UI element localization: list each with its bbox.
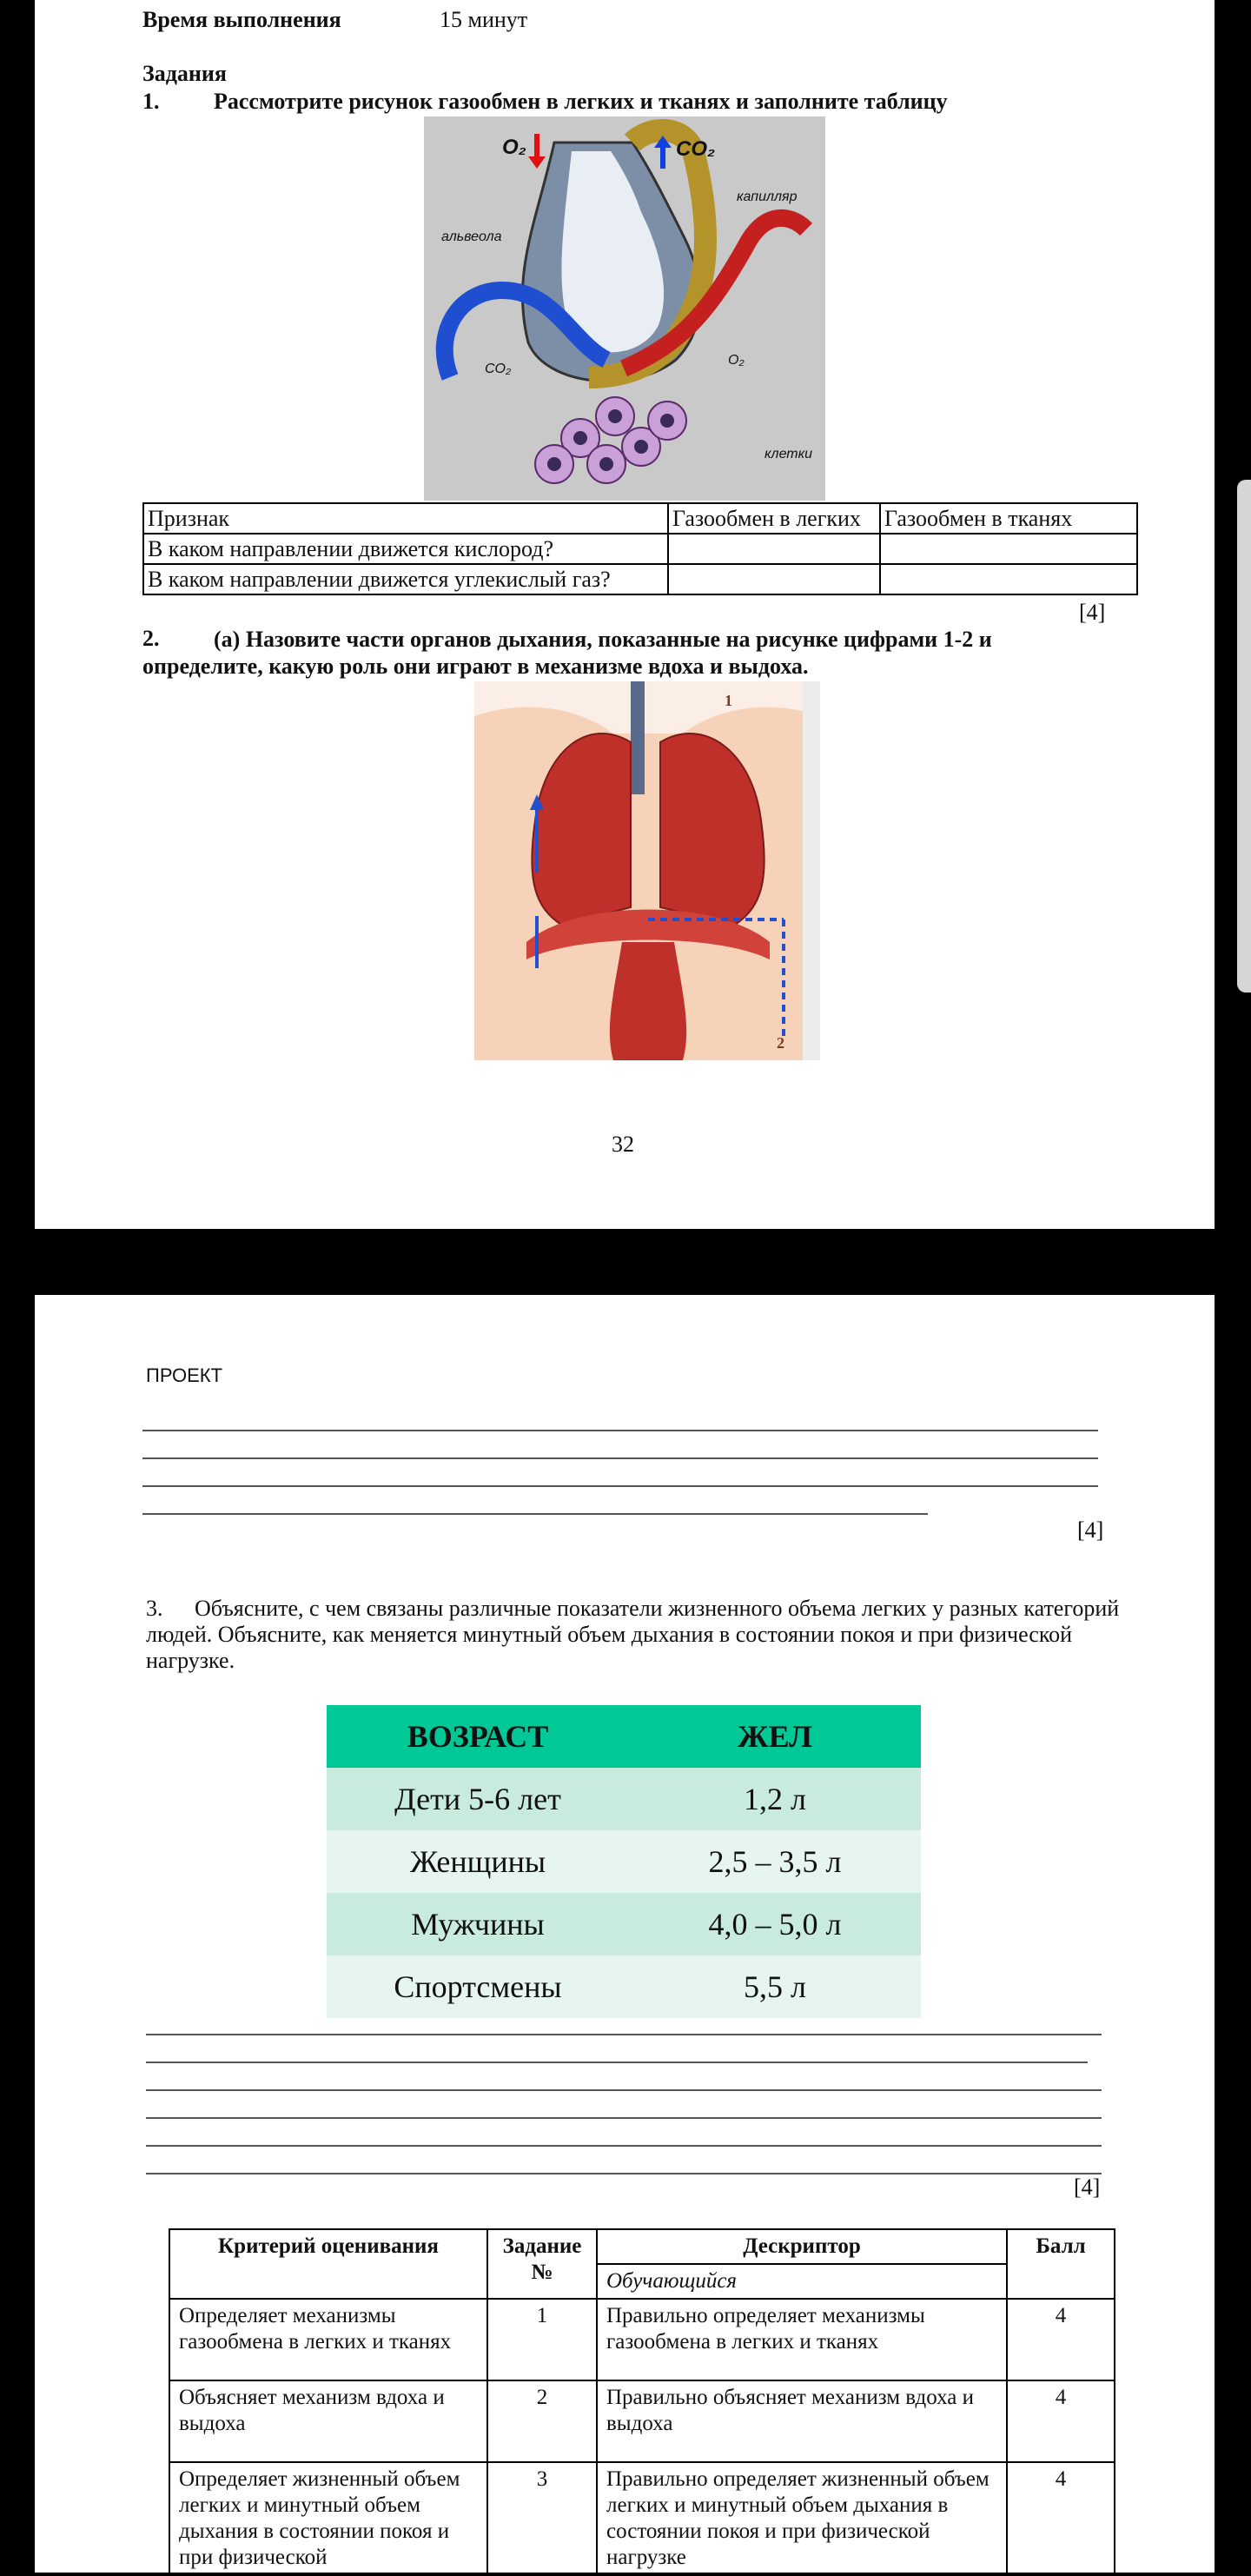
alveola-label: альвеола — [441, 229, 502, 244]
jel-age-cell: Мужчины — [411, 1907, 545, 1942]
score-task3: [4] — [1074, 2174, 1101, 2200]
table-row — [143, 564, 1137, 594]
criteria-cell: 4 — [1007, 2380, 1115, 2462]
cells-label: клетки — [764, 447, 813, 461]
criteria-cell: 4 — [1007, 2462, 1115, 2575]
document-page-2 — [35, 1295, 1215, 2573]
table-row — [143, 534, 1137, 564]
answer-cell[interactable] — [880, 534, 1137, 564]
time-label: Время выполнения — [142, 7, 341, 32]
criteria-cell: 4 — [1007, 2299, 1115, 2380]
jel-header-value: ЖЕЛ — [738, 1719, 812, 1754]
answer-cell[interactable] — [880, 564, 1137, 594]
task1-text: Рассмотрите рисунок газообмен в легких и тканях и заполните таблицу — [214, 89, 948, 114]
task1-number: 1. — [142, 89, 160, 114]
table-row — [169, 2380, 1115, 2462]
gas-exchange-figure — [424, 116, 825, 501]
score-task2: [4] — [1077, 1517, 1104, 1543]
table-row — [327, 1830, 921, 1893]
task3-text: Объясните, с чем связаны различные показатели жизненного объема легких у разных категорий людей. Объясните, как меняется минутный объем дыхания в состоянии покоя и при физической нагрузке. — [146, 1596, 1120, 1673]
table-cell: В каком направлении движется кислород? — [143, 534, 668, 564]
jel-value-cell: 1,2 л — [744, 1782, 806, 1816]
criteria-cell: 2 — [487, 2380, 597, 2462]
criteria-table — [169, 2228, 1115, 2576]
answer-cell[interactable] — [668, 564, 880, 594]
criteria-cell: Правильно определяет жизненный объем легких и минутный объем дыхания в состоянии покоя и при физической нагрузке — [597, 2462, 1007, 2575]
criteria-cell: Правильно определяет механизмы газообмена в легких и тканях — [597, 2299, 1007, 2380]
table-row — [327, 1768, 921, 1830]
table-header-row — [143, 503, 1137, 534]
lungs-figure — [474, 681, 820, 1060]
criteria-header-row — [169, 2229, 1115, 2264]
table-row — [169, 2462, 1115, 2575]
project-header: ПРОЕКТ — [146, 1364, 223, 1386]
answer-cell[interactable] — [668, 534, 880, 564]
jel-age-cell: Женщины — [409, 1844, 546, 1879]
capillary-label: капилляр — [737, 189, 798, 204]
jel-value-cell: 5,5 л — [744, 1969, 806, 2004]
document-page-1 — [35, 0, 1215, 1229]
jel-age-cell: Спортсмены — [394, 1969, 562, 2004]
table-row — [327, 1893, 921, 1955]
task2-text: (а) Назовите части органов дыхания, показанные на рисунке цифрами 1-2 и определите, какую роль они играют в механизме вдоха и выдоха. — [142, 627, 992, 679]
task2-number: 2. — [142, 626, 160, 651]
gas-exchange-table — [142, 502, 1138, 595]
criteria-header-cell: Критерий оценивания — [169, 2229, 487, 2299]
label-2: 2 — [777, 1034, 784, 1052]
scrollbar[interactable] — [1237, 480, 1251, 993]
co2-small-label: CO₂ — [485, 362, 512, 376]
criteria-cell: Объясняет механизм вдоха и выдоха — [169, 2380, 487, 2462]
criteria-cell: Определяет жизненный объем легких и минутный объем дыхания в состоянии покоя и при физической — [169, 2462, 487, 2575]
criteria-cell: Определяет механизмы газообмена в легких и тканях — [169, 2299, 487, 2380]
task3-number: 3. — [146, 1596, 163, 1621]
criteria-header-cell: Дескриптор — [597, 2229, 1007, 2264]
o2-label: O₂ — [502, 136, 526, 159]
o2-small-label: O₂ — [728, 353, 745, 368]
criteria-subheader: Обучающийся — [597, 2264, 1007, 2299]
table-header-cell: Признак — [143, 503, 668, 534]
jel-header-age: ВОЗРАСТ — [407, 1719, 549, 1754]
table-row — [169, 2299, 1115, 2380]
jel-header-row — [327, 1705, 921, 1768]
label-1: 1 — [725, 692, 732, 709]
table-header-cell: Газообмен в легких — [668, 503, 880, 534]
criteria-header-cell: Балл — [1007, 2229, 1115, 2299]
page-number: 32 — [612, 1132, 634, 1157]
tasks-heading: Задания — [142, 61, 227, 86]
criteria-cell: 1 — [487, 2299, 597, 2380]
table-header-cell: Газообмен в тканях — [880, 503, 1137, 534]
table-row — [327, 1955, 921, 2018]
jel-value-cell: 4,0 – 5,0 л — [708, 1907, 842, 1942]
score-task1: [4] — [1079, 600, 1106, 625]
jel-age-cell: Дети 5-6 лет — [394, 1782, 561, 1816]
co2-label: CO₂ — [676, 137, 716, 161]
jel-table — [327, 1705, 921, 2018]
criteria-cell: 3 — [487, 2462, 597, 2575]
time-value: 15 минут — [440, 7, 528, 32]
criteria-cell: Правильно объясняет механизм вдоха и выдоха — [597, 2380, 1007, 2462]
table-cell: В каком направлении движется углекислый газ? — [143, 564, 668, 594]
jel-value-cell: 2,5 – 3,5 л — [708, 1844, 842, 1879]
criteria-header-cell: Задание № — [487, 2229, 597, 2299]
